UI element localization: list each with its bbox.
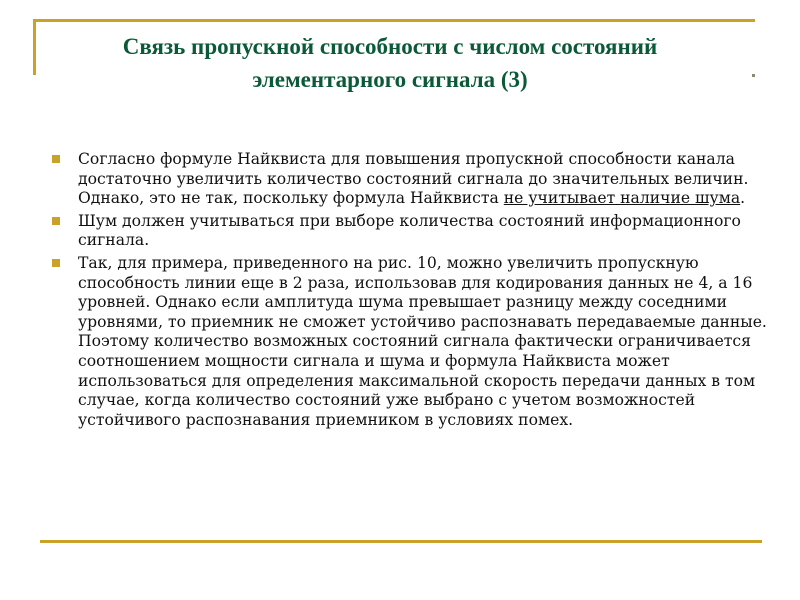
square-bullet-icon: [52, 217, 60, 225]
bullet-item-2: [52, 212, 767, 251]
bullet-1-underlined: не учитывает наличие шума: [503, 189, 741, 208]
left-border-line: [33, 19, 36, 75]
title-line-2: элементарного сигнала (3): [252, 67, 528, 92]
square-bullet-icon: [52, 259, 60, 267]
bullet-list: [52, 150, 767, 433]
bottom-border-line: [40, 540, 762, 543]
slide-title: [60, 30, 720, 96]
bullet-2-text: Шум должен учитываться при выборе количества состояний информационного сигнала.: [78, 211, 741, 250]
top-border-line: [33, 19, 755, 22]
title-line-1: Связь пропускной способности с числом состояний: [122, 34, 658, 59]
square-bullet-icon: [52, 155, 60, 163]
bullet-item-1: [52, 150, 767, 209]
bullet-item-3: [52, 254, 767, 430]
bullet-3-text: Так, для примера, приведенного на рис. 10, можно увеличить пропускную способность линии еще в 2 раза, использовав для кодирования данных не 4, а 16 уровней. Однако если амплитуда шума превышает разницу между соседними уровнями, то приемник не сможет устойчиво распознавать передаваемые данные. Поэтому количество возможных состояний сигнала фактически ограничивается соотношением мощности сигнала и шума и формула Найквиста может использоваться для определения максимальной скорость передачи данных в том случае, когда количество состояний уже выбрано с учетом возможностей устойчивого распознавания приемником в условиях помех.: [78, 253, 767, 429]
bullet-1-end: .: [740, 189, 746, 208]
decorative-dot: [752, 74, 755, 77]
bullet-1-text: Согласно формуле Найквиста для повышения пропускной способности канала достаточно увеличить количество состояний сигнала до значительных величин. Однако, это не так, поскольку формула Найквиста: [78, 150, 749, 208]
